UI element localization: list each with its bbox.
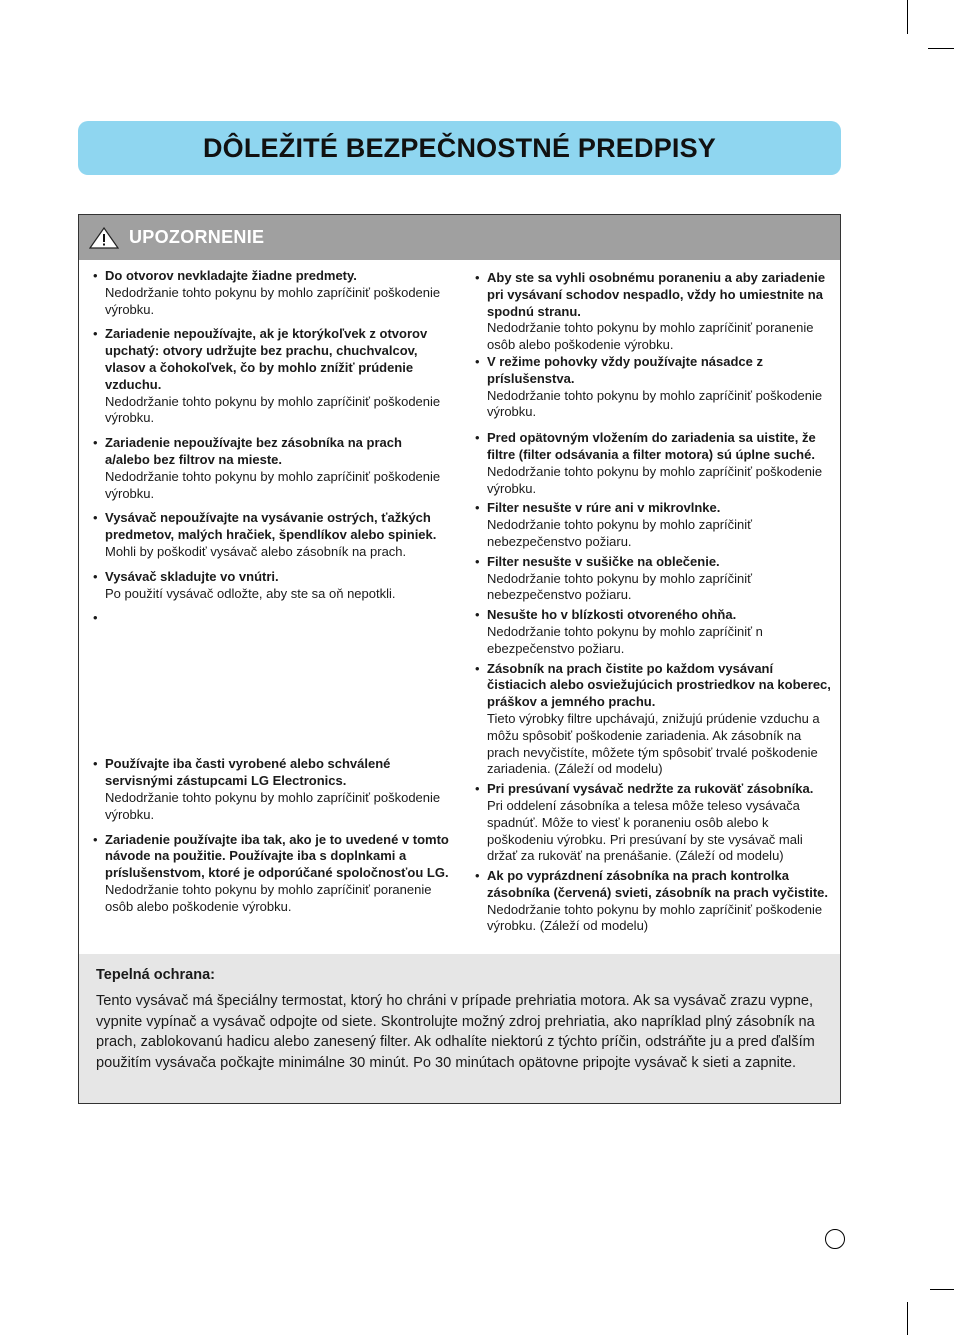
item-bold: • Filter nesušte v sušičke na oblečenie. (487, 553, 720, 569)
item-bold: • Vysávač skladujte vo vnútri. (105, 568, 279, 584)
list-item (93, 268, 449, 318)
crop-mark-top-horizontal (928, 48, 954, 49)
item-bold: • Zariadenie nepoužívajte, ak je ktorýkoľvek z otvorov upchatý: otvory udržujte bez prachu, chuchvalcov, vlasov a čohokoľvek, čo by mohlo znížiť prúdenie vzduchu. (105, 326, 428, 392)
item-bold: • Zásobník na prach čistite po každom vysávaní čistiacich alebo osviežujúcich prostriedkov na koberec, práškov a jemného prachu. (487, 660, 831, 710)
item-bold: • Používajte iba časti vyrobené alebo schválené servisnými zástupcami LG Electronics. (105, 756, 391, 789)
page-number-circle (825, 1229, 845, 1249)
item-text: Nedodržanie tohto pokynu by mohlo zapríčiniť poškodenie výrobku. (Záleží od modelu) (487, 901, 823, 934)
item-bold: • Nesušte ho v blízkosti otvoreného ohňa. (487, 607, 737, 623)
list-item (93, 435, 449, 502)
crop-mark-top-vertical (907, 0, 908, 34)
item-bold: • Do otvorov nevkladajte žiadne predmety. (105, 268, 357, 283)
list-item (475, 354, 835, 421)
item-text: Nedodržanie tohto pokynu by mohlo zapríčiniť nebezpečenstvo požiaru. (487, 517, 753, 549)
warning-box (78, 214, 841, 1104)
title-banner (78, 121, 841, 175)
item-text: Nedodržanie tohto pokynu by mohlo zapríčiniť poškodenie výrobku. (105, 393, 441, 426)
item-text: Nedodržanie tohto pokynu by mohlo zapríčiniť poškodenie výrobku. (487, 387, 823, 420)
list-item (93, 326, 449, 427)
list-item (93, 510, 449, 560)
thermal-protection-section (79, 954, 840, 1103)
crop-mark-bottom-horizontal (930, 1289, 954, 1290)
list-item-empty (93, 610, 449, 756)
item-text: Nedodržanie tohto pokynu by mohlo zapríčiniť poškodenie výrobku. (105, 789, 441, 822)
item-text: Tieto výrobky filtre upchávajú, znižujú prúdenie vzduchu a môžu spôsobiť poškodenie zariadenia. Ak zásobník na prach nevyčistíte, môžete tým spôsobiť trvalé poškodenie zariadenia. (Záleží od modelu) (487, 710, 820, 777)
list-item (475, 781, 835, 865)
warning-header (79, 215, 840, 260)
list-item (475, 554, 835, 604)
item-text: Nedodržanie tohto pokynu by mohlo zapríčiniť poškodenie výrobku. (487, 463, 823, 496)
item-bold: • Pri presúvaní vysávač nedržte za rukoväť zásobníka. (487, 781, 814, 797)
item-text: Mohli by poškodiť vysávač alebo zásobník na prach. (105, 543, 407, 559)
right-column (475, 270, 835, 935)
warning-label: UPOZORNENIE (129, 227, 265, 247)
item-text: Nedodržanie tohto pokynu by mohlo zapríčiniť nebezpečenstvo požiaru. (487, 570, 753, 603)
item-text: Po použití vysávač odložte, aby ste sa oň nepotkli. (105, 585, 396, 601)
item-bold: • Pred opätovným vložením do zariadenia sa uistite, že filtre (filter odsávania a filter motora) sú úplne suché. (487, 430, 816, 462)
warning-triangle-icon (89, 227, 119, 249)
list-item (475, 430, 835, 497)
item-bold: • Zariadenie používajte iba tak, ako je to uvedené v tomto návode na použitie. Používajte iba s doplnkami a príslušenstvom, ktoré je odporúčané spoločnosťou LG. (105, 831, 449, 881)
item-bold: • Vysávač nepoužívajte na vysávanie ostrých, ťažkých predmetov, malých hračiek, špendlíkov alebo spiniek. (105, 510, 437, 543)
crop-mark-bottom-vertical (907, 1302, 908, 1335)
item-bold: • Zariadenie nepoužívajte bez zásobníka na prach a/alebo bez filtrov na mieste. (105, 435, 402, 467)
thermal-heading: Tepelná ochrana: (96, 967, 215, 983)
list-item (475, 607, 835, 657)
list-item (475, 661, 835, 779)
item-text: Nedodržanie tohto pokynu by mohlo zapríčiniť n ebezpečenstvo požiaru. (487, 623, 763, 656)
item-bold: • Filter nesušte v rúre ani v mikrovlnke. (487, 500, 721, 516)
item-text: Nedodržanie tohto pokynu by mohlo zapríčiniť poškodenie výrobku. (105, 284, 441, 317)
item-text: Nedodržanie tohto pokynu by mohlo zapríčiniť poranenie osôb alebo poškodenie výrobku. (487, 320, 814, 353)
page-title: DÔLEŽITÉ BEZPEČNOSTNÉ PREDPISY (202, 132, 717, 163)
list-item (475, 868, 835, 935)
item-bold: • Ak po vyprázdnení zásobníka na prach kontrolka zásobníka (červená) svieti, zásobník na prach vyčistite. (487, 868, 829, 900)
item-text: Nedodržanie tohto pokynu by mohlo zapríčiniť poranenie osôb alebo poškodenie výrobku. (105, 881, 432, 914)
left-column (93, 268, 449, 916)
list-item (475, 270, 835, 354)
list-item (93, 832, 449, 916)
list-item (93, 756, 449, 823)
list-item (93, 569, 449, 603)
item-bold: • V režime pohovky vždy používajte násadce z príslušenstva. (487, 353, 763, 386)
item-text: Nedodržanie tohto pokynu by mohlo zapríčiniť poškodenie výrobku. (105, 468, 441, 501)
item-bold: • Aby ste sa vyhli osobnému poraneniu a aby zariadenie pri vysávaní schodov nespadlo, vždy ho umiestnite na spodnú stranu. (487, 270, 826, 319)
list-item (475, 500, 835, 550)
item-text: Pri oddelení zásobníka a telesa môže teleso vysávača spadnúť. Môže to viesť k poraneniu osôb alebo k poškodeniu výrobku. Pri presúvaní by ste vysávač mali držať za rukoväť na prenášanie. (Záleží od modelu) (487, 797, 803, 864)
thermal-text: Tento vysávač má špeciálny termostat, ktorý ho chráni v prípade prehriatia motora. Ak sa vysávač zrazu vypne, vypnite vypínač a vysávač odpojte od siete. Skontrolujte možný zdroj prehriatia, ako napríklad plný zásobník na prach, zablokovanú hadicu alebo zanesený filter. Ak odhalíte niektorú z týchto príčin, odstráňte ju a pred ďalším použitím vysávača počkajte minimálne 30 minút. Po 30 minútach opätovne pripojte vysávač k sieti a zapnite. (96, 993, 815, 1071)
